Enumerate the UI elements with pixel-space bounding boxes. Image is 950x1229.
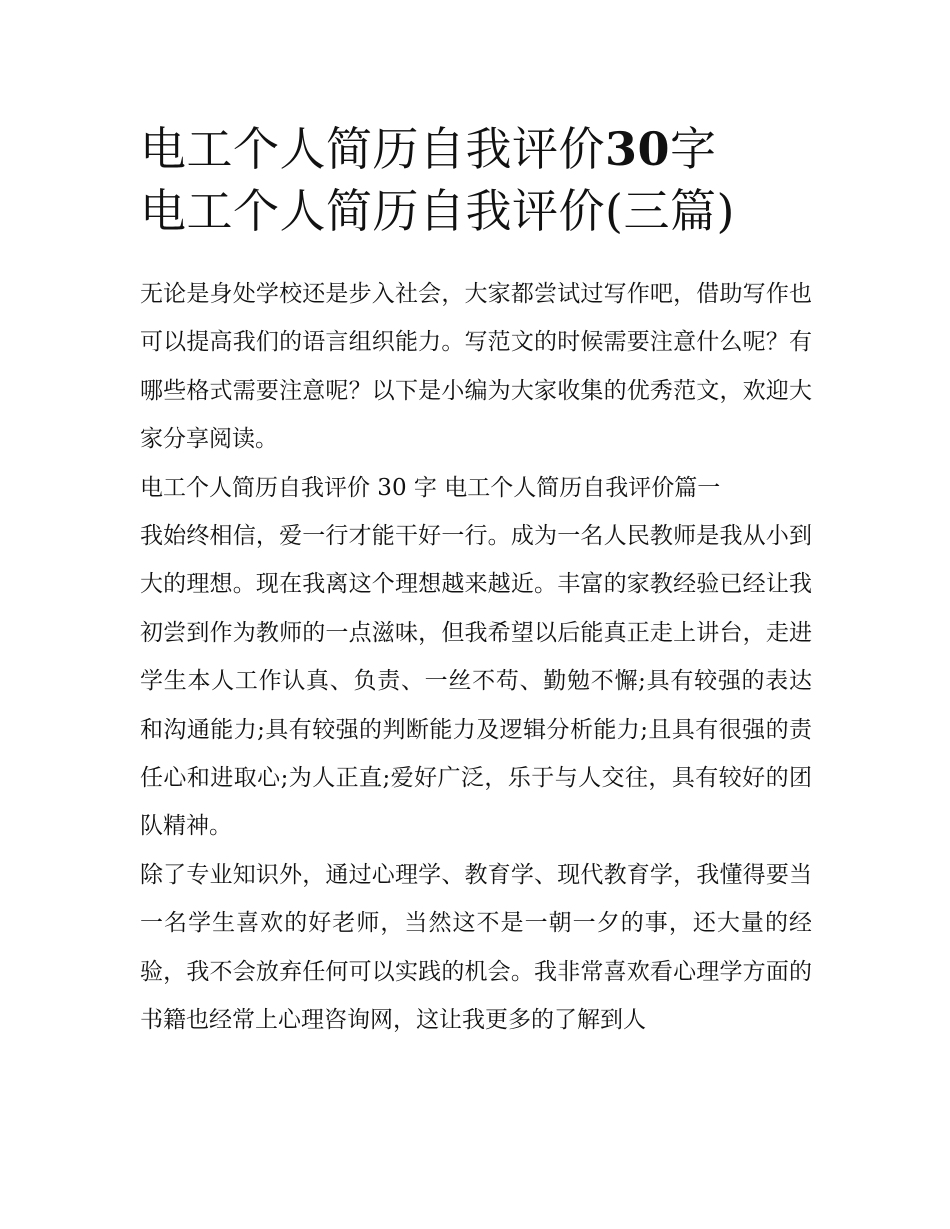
title-line2-text: 电工个人简历自我评价(三篇) — [140, 184, 735, 238]
document-page — [140, 118, 812, 1045]
paragraph-professional-knowledge: 除了专业知识外，通过心理学、教育学、现代教育学，我懂得要当一名学生喜欢的好老师，当然这不是一朝一夕的事，还大量的经验，我不会放弃任何可以实践的机会。我非常喜欢看心理学方面的书籍也经常上心理咨询网，这让我更多的了解到人 — [140, 861, 812, 1034]
document-title — [140, 118, 812, 242]
title-line1-number: 30 — [605, 122, 671, 176]
document-body — [140, 270, 812, 1045]
title-line1-suffix: 字 — [670, 122, 717, 176]
paragraph-intro: 无论是身处学校还是步入社会，大家都尝试过写作吧，借助写作也可以提高我们的语言组织能力。写范文的时候需要注意什么呢？有哪些格式需要注意呢？以下是小编为大家收集的优秀范文，欢迎大家分享阅读。 — [140, 281, 812, 453]
title-line1-text: 电工个人简历自我评价 — [140, 122, 605, 176]
paragraph-section-heading: 电工个人简历自我评价 30 字 电工个人简历自我评价篇一 — [140, 474, 721, 501]
paragraph-self-evaluation: 我始终相信，爱一行才能干好一行。成为一名人民教师是我从小到大的理想。现在我离这个理想越来越近。丰富的家教经验已经让我初尝到作为教师的一点滋味，但我希望以后能真正走上讲台，走进学生本人工作认真、负责、一丝不苟、勤勉不懈;具有较强的表达和沟通能力;具有较强的判断能力及逻辑分析能力;且具有很强的责任心和进取心;为人正直;爱好广泛，乐于与人交往，具有较好的团队精神。 — [140, 523, 812, 840]
